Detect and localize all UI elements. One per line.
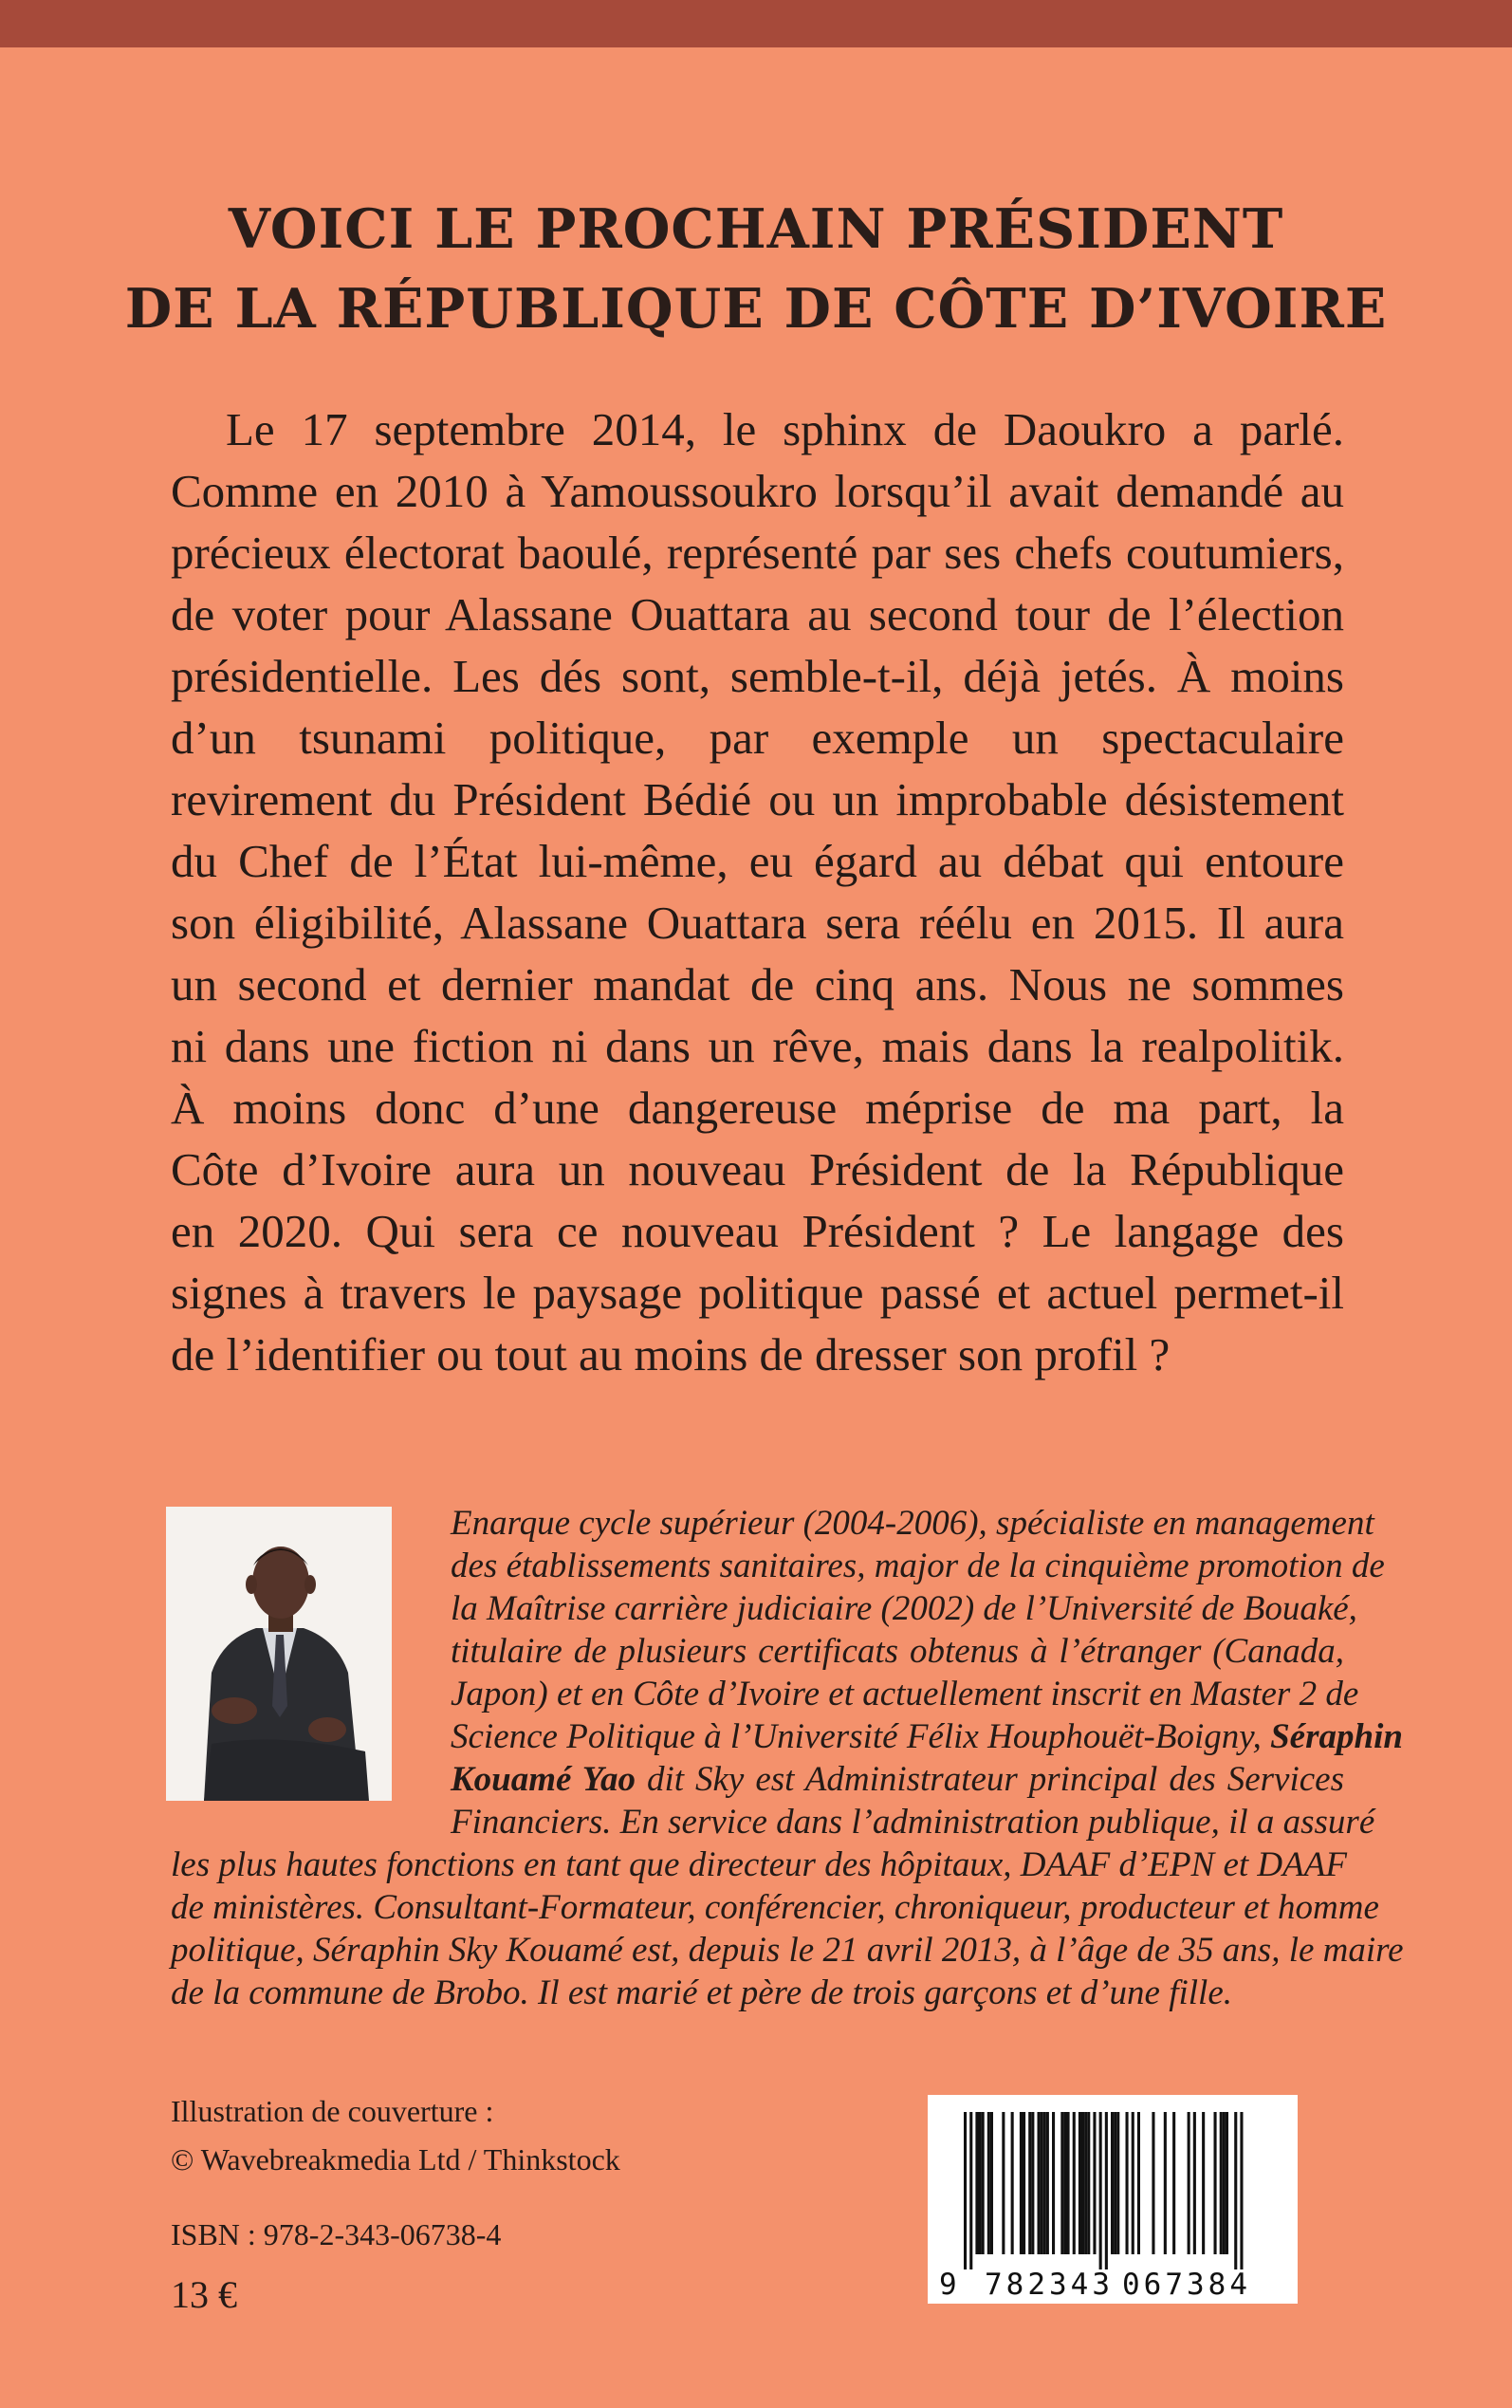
author-bio	[171, 1502, 1404, 2014]
bio-line-text: dit Sky est Administrateur principal des Services	[646, 1760, 1344, 1799]
barcode-bar	[1046, 2112, 1049, 2254]
credit-source: © Wavebreakmedia Ltd / Thinkstock	[171, 2142, 620, 2176]
barcode-bar	[1084, 2112, 1087, 2254]
bio-line: de ministères. Consultant-Formateur, conférencier, chroniqueur, producteur et homme	[171, 1888, 1379, 1927]
barcode-digits-left: 782343	[985, 2268, 1110, 2302]
blurb-line: ni dans une fiction ni dans un rêve, mais dans la realpolitik.	[171, 1020, 1344, 1072]
barcode-bar	[1114, 2112, 1116, 2254]
barcode-digit-first: 9	[939, 2268, 957, 2302]
barcode-bar	[1073, 2112, 1076, 2254]
blurb-line: un second et dernier mandat de cinq ans. Nous ne sommes	[171, 958, 1344, 1010]
bio-line: les plus hautes fonctions en tant que directeur des hôpitaux, DAAF d’EPN et DAAF	[171, 1845, 1347, 1884]
blurb-line: son éligibilité, Alassane Ouattara sera réélu en 2015. Il aura	[171, 897, 1344, 949]
barcode-bar	[1063, 2112, 1066, 2254]
barcode-bar	[1038, 2112, 1041, 2254]
barcode-bar	[987, 2112, 990, 2254]
blurb-line: Comme en 2010 à Yamoussoukro lorsqu’il avait demandé au	[171, 465, 1344, 517]
barcode	[928, 2095, 1298, 2304]
bio-line	[451, 1715, 1403, 1758]
barcode-bar	[1105, 2112, 1108, 2269]
barcode-bar	[1023, 2112, 1025, 2254]
barcode-bar	[1087, 2112, 1090, 2254]
price: 13 €	[171, 2273, 237, 2316]
barcode-bar	[1234, 2112, 1237, 2269]
barcode-bar	[1111, 2112, 1114, 2254]
barcode-bar	[1220, 2112, 1223, 2254]
credit-label: Illustration de couverture :	[171, 2094, 494, 2128]
top-color-band	[0, 0, 1512, 47]
barcode-bar	[1067, 2112, 1070, 2254]
barcode-bar	[1060, 2112, 1063, 2254]
barcode-bar	[1041, 2112, 1043, 2254]
book-title	[0, 190, 1512, 349]
barcode-bar	[1031, 2112, 1034, 2254]
back-cover-blurb	[171, 398, 1344, 1385]
bio-line: Financiers. En service dans l’administration publique, il a assuré	[451, 1803, 1375, 1842]
barcode-bar	[1002, 2112, 1005, 2254]
barcode-bars	[964, 2112, 1244, 2269]
blurb-line: Côte d’Ivoire aura un nouveau Président de la République	[171, 1143, 1344, 1195]
barcode-bar	[1240, 2112, 1243, 2269]
bio-line: Japon) et en Côte d’Ivoire et actuellement inscrit en Master 2 de	[451, 1675, 1359, 1713]
barcode-bar	[1164, 2112, 1167, 2254]
barcode-bar	[1099, 2112, 1102, 2269]
barcode-bar	[1132, 2112, 1134, 2254]
barcode-bar	[1081, 2112, 1084, 2254]
barcode-bar	[1152, 2112, 1154, 2254]
barcode-bar	[1172, 2112, 1175, 2254]
blurb-line: précieux électorat baoulé, représenté par ses chefs coutumiers,	[171, 527, 1344, 579]
blurb-line: signes à travers le paysage politique passé et actuel permet-il	[171, 1267, 1344, 1319]
barcode-bar	[1028, 2112, 1031, 2254]
blurb-line: du Chef de l’État lui-même, eu égard au débat qui entoure	[171, 835, 1344, 887]
barcode-bar	[1043, 2112, 1046, 2254]
blurb-line: présidentielle. Les dés sont, semble-t-il, déjà jetés. À moins	[171, 650, 1344, 702]
barcode-bar	[969, 2112, 972, 2269]
barcode-bar	[1011, 2112, 1014, 2254]
blurb-line: Le 17 septembre 2014, le sphinx de Daoukro a parlé.	[226, 403, 1344, 455]
title-line-2: DE LA RÉPUBLIQUE DE CÔTE D’IVOIRE	[124, 277, 1388, 341]
blurb-line: de voter pour Alassane Ouattara au second tour de l’élection	[171, 588, 1344, 640]
title-line-1: VOICI LE PROCHAIN PRÉSIDENT	[228, 197, 1284, 261]
barcode-bar	[1193, 2112, 1196, 2254]
barcode-bar	[1214, 2112, 1217, 2254]
bio-line-text: Science Politique à l’Université Félix Houphouët-Boigny,	[451, 1717, 1262, 1756]
illustration-credit	[171, 2087, 620, 2184]
barcode-digits-right: 067384	[1122, 2268, 1247, 2302]
barcode-bar	[975, 2112, 978, 2254]
barcode-bar	[1202, 2112, 1205, 2254]
isbn: ISBN : 978-2-343-06738-4	[171, 2217, 502, 2251]
bio-line	[451, 1758, 1344, 1801]
bio-line: Enarque cycle supérieur (2004-2006), spécialiste en management	[451, 1504, 1374, 1543]
barcode-bar	[1223, 2112, 1226, 2254]
barcode-bar	[1020, 2112, 1023, 2254]
blurb-line: revirement du Président Bédié ou un improbable désistement	[171, 773, 1344, 825]
barcode-bar	[1052, 2112, 1055, 2254]
bio-line: politique, Séraphin Sky Kouamé est, depuis le 21 avril 2013, à l’âge de 35 ans, le maire	[171, 1931, 1404, 1970]
barcode-bar	[979, 2112, 982, 2254]
barcode-bar	[1226, 2112, 1228, 2254]
bio-line: de la commune de Brobo. Il est marié et père de trois garçons et d’une fille.	[171, 1973, 1232, 2012]
barcode-bar	[982, 2112, 985, 2254]
barcode-bar	[1079, 2112, 1081, 2254]
bio-line: des établissements sanitaires, major de la cinquième promotion de	[451, 1547, 1385, 1585]
blurb-line: À moins donc d’une dangereuse méprise de ma part, la	[171, 1082, 1344, 1134]
blurb-line: de l’identifier ou tout au moins de dresser son profil ?	[171, 1328, 1171, 1380]
blurb-line: d’un tsunami politique, par exemple un spectaculaire	[171, 712, 1344, 764]
barcode-bar	[964, 2112, 967, 2269]
barcode-bar	[1137, 2112, 1140, 2254]
barcode-bar	[1126, 2112, 1129, 2254]
barcode-bar	[1116, 2112, 1119, 2254]
bio-line: la Maîtrise carrière judiciaire (2002) de l’Université de Bouaké,	[451, 1589, 1357, 1628]
author-name-first: Séraphin	[1270, 1717, 1403, 1756]
barcode-graphic	[928, 2095, 1298, 2304]
barcode-bar	[990, 2112, 993, 2254]
barcode-bar	[1093, 2112, 1096, 2254]
bio-line: titulaire de plusieurs certificats obtenus à l’étranger (Canada,	[451, 1632, 1344, 1671]
barcode-bar	[1188, 2112, 1190, 2254]
author-name-last: Kouamé Yao	[451, 1760, 636, 1799]
blurb-line: en 2020. Qui sera ce nouveau Président ? Le langage des	[171, 1205, 1344, 1257]
